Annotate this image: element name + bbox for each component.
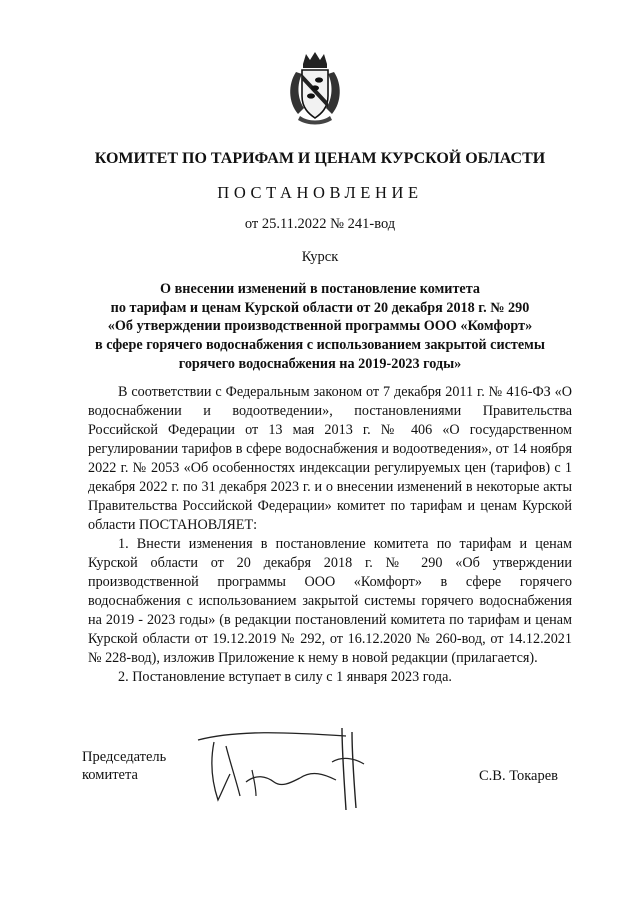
- title-line: горячего водоснабжения на 2019-2023 годы»: [178, 355, 462, 372]
- coat-of-arms-icon: [286, 50, 344, 126]
- title-line: по тарифам и ценам Курской области от 20 декабря 2018 г. № 290: [110, 299, 530, 316]
- signatory-role-line: комитета: [82, 767, 138, 783]
- handwritten-signature: [196, 722, 376, 812]
- title-line: О внесении изменений в постановление комитета: [160, 281, 480, 297]
- document-city: Курск: [301, 249, 339, 265]
- signatory-name: С.В. Токарев: [479, 768, 559, 784]
- body-paragraph-preamble: В соответствии с Федеральным законом от 7 декабря 2011 г. № 416-ФЗ «О водоснабжении и водоотведении», постановлениями Правительства Российской Федерации от 13 мая 2013 г. № 406 «О государственном регулировании тарифов в сфере водоснабжения и водоотведения», от 14 ноября 2022 г. № 2053 «Об особенностях индексации регулируемых цен (тарифов) с 1 декабря 2022 г. по 31 декабря 2023 г. и о внесении изменений в некоторые акты Правительства Российской Федерации» комитет по тарифам и ценам Курской области ПОСТАНОВЛЯЕТ:: [88, 384, 572, 533]
- title-line: в сфере горячего водоснабжения с использованием закрытой системы: [95, 337, 545, 354]
- signatory-role: [82, 748, 166, 784]
- title-line: «Об утверждении производственной программы ООО «Комфорт»: [107, 318, 533, 335]
- body-paragraph-item-2: 2. Постановление вступает в силу с 1 января 2023 года.: [118, 669, 452, 685]
- document-type: ПОСТАНОВЛЕНИЕ: [217, 183, 423, 202]
- signatory-role-line: Председатель: [82, 749, 167, 765]
- organization-name: КОМИТЕТ ПО ТАРИФАМ И ЦЕНАМ КУРСКОЙ ОБЛАСТИ: [94, 150, 546, 167]
- body-paragraph-item-1: 1. Внести изменения в постановление комитета по тарифам и ценам Курской области от 20 декабря 2018 г. № 290 «Об утверждении производственной программы ООО «Комфорт» в сфере горячего водоснабжения с использованием закрытой системы горячего водоснабжения на 2019 - 2023 годы» (в редакции постановлений комитета по тарифам и ценам Курской области от 19.12.2019 № 292, от 16.12.2020 № 260-вод, от 14.12.2021 № 228-вод), изложив Приложение к нему в новой редакции (прилагается).: [88, 536, 572, 666]
- document-date-number: от 25.11.2022 № 241-вод: [244, 216, 396, 232]
- document-title: [70, 280, 570, 374]
- document-body: [88, 383, 572, 687]
